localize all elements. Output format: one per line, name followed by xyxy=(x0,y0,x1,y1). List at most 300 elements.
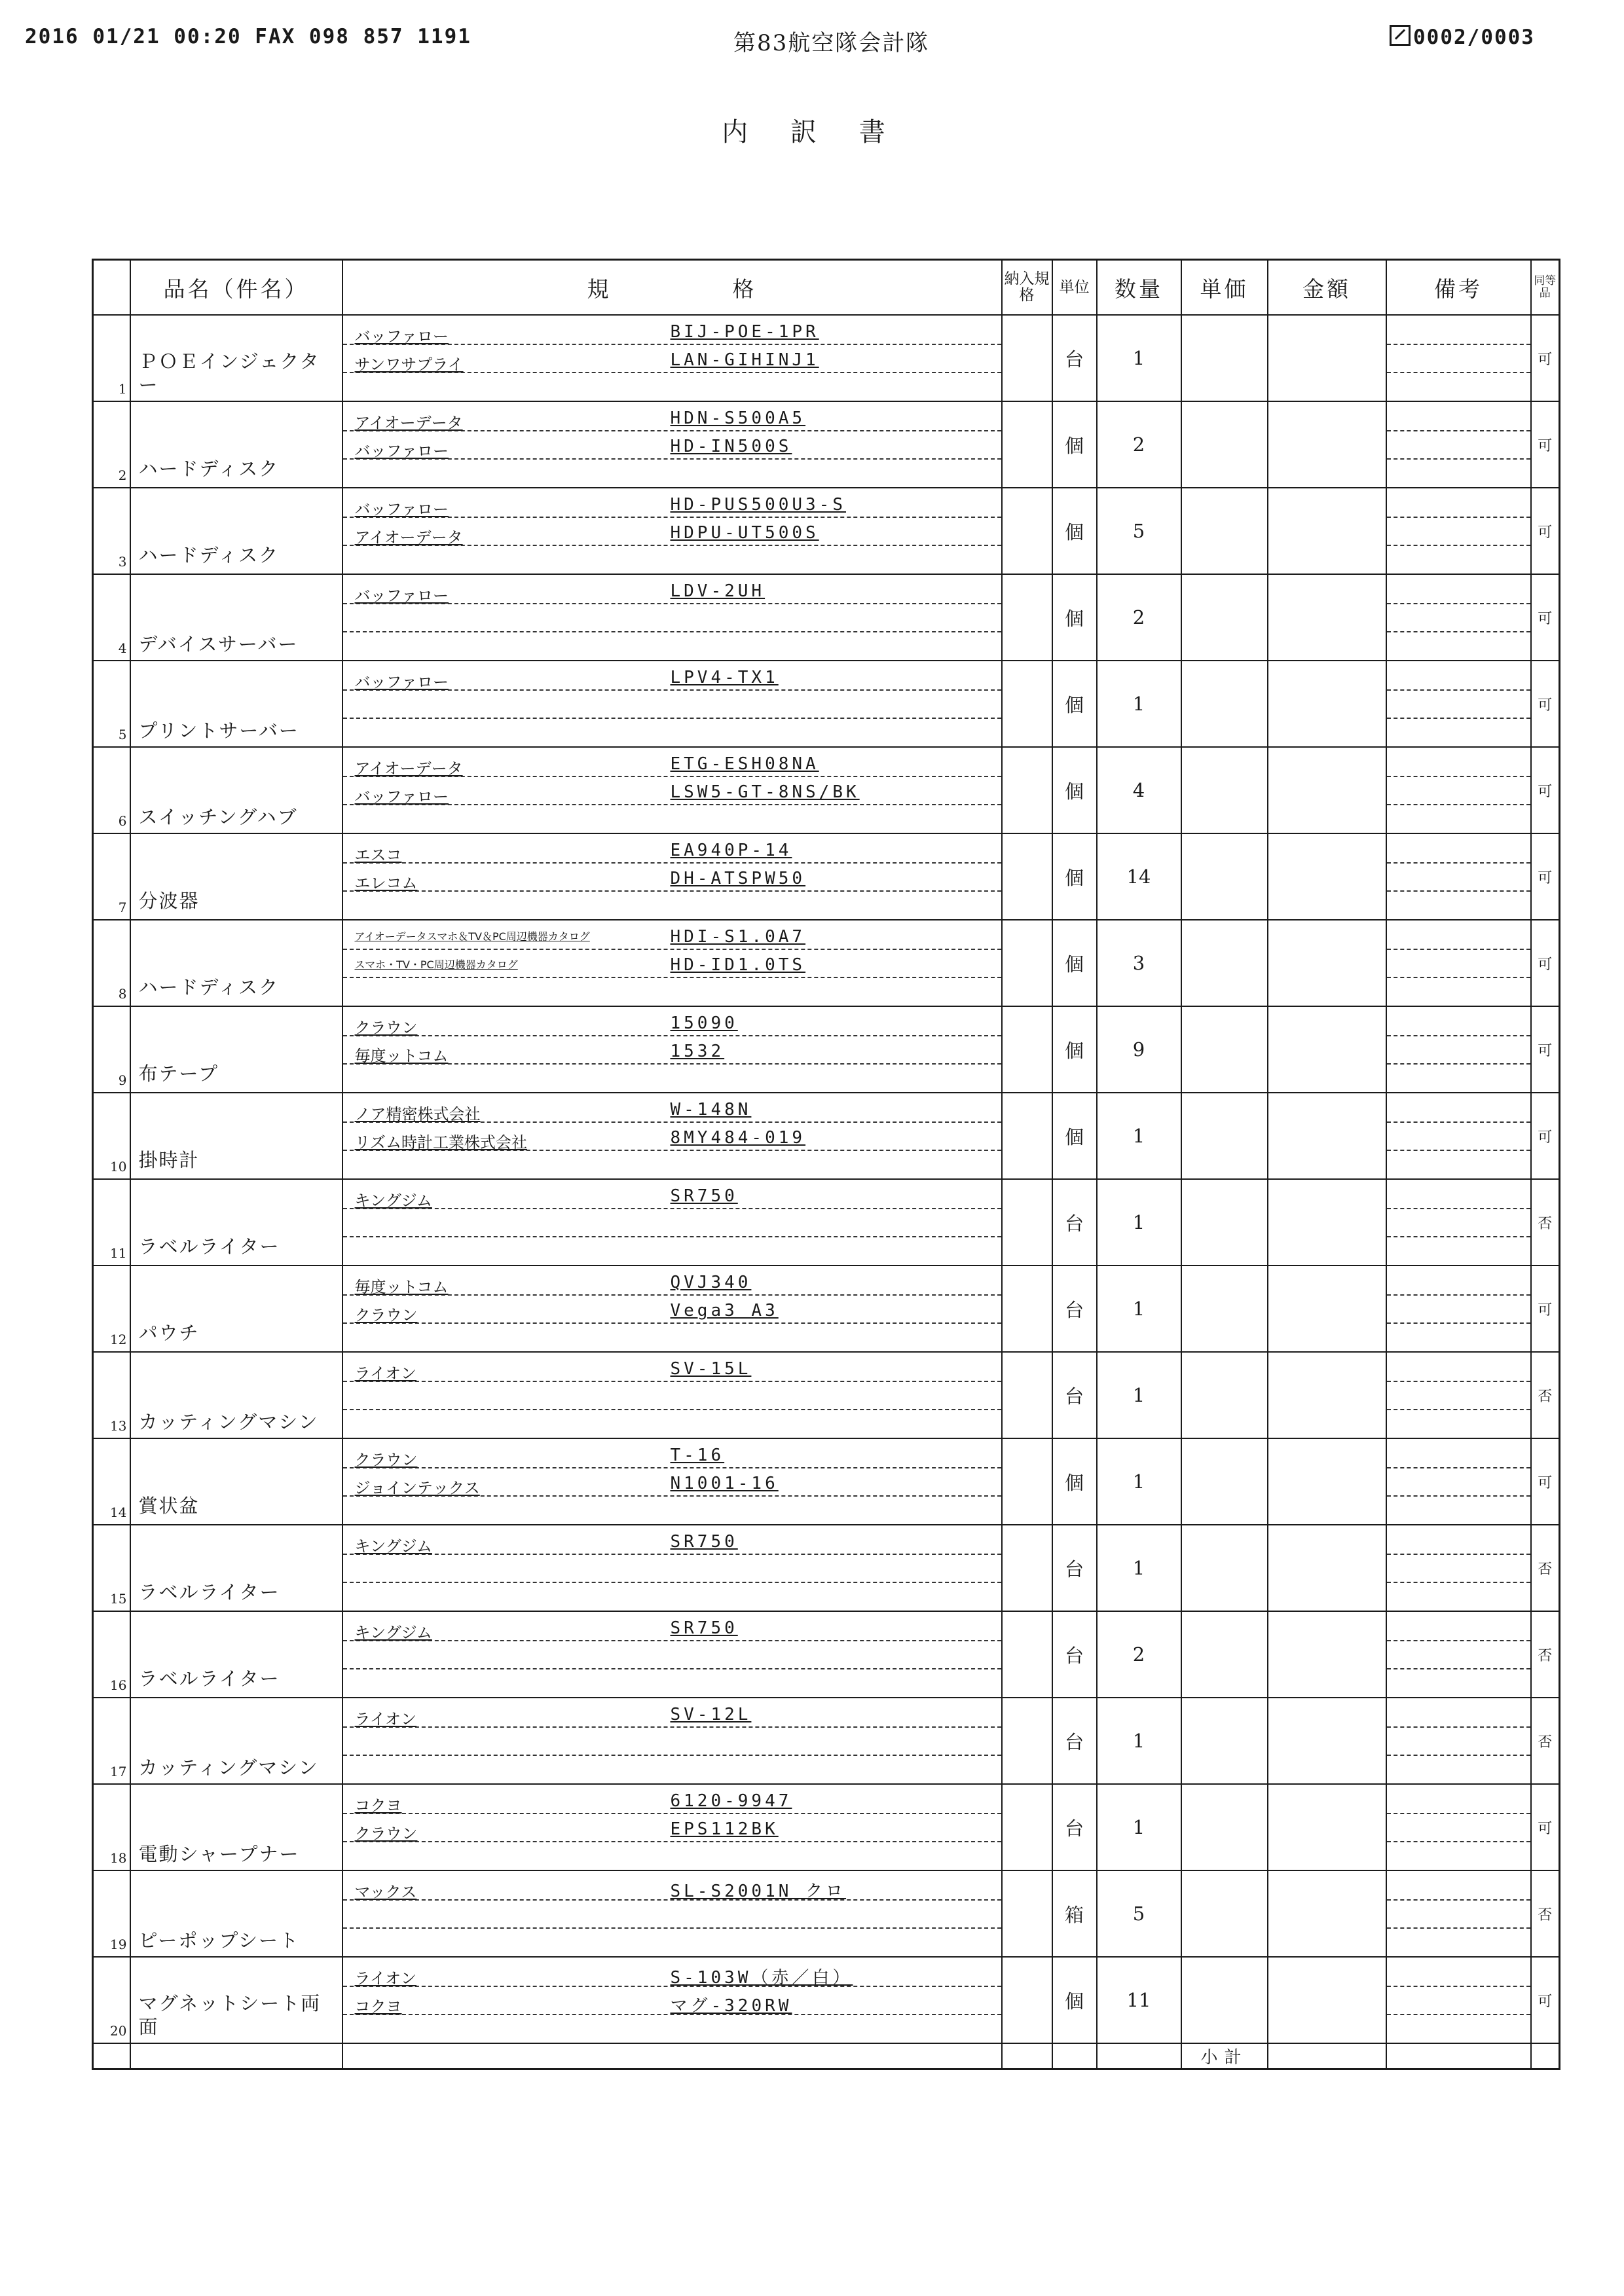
spec-model: HD-PUS500U3-S xyxy=(670,495,846,515)
row-number: 1 xyxy=(118,381,127,397)
footer-cell xyxy=(1002,2043,1052,2069)
table-row xyxy=(93,315,1560,401)
nonyu-cell xyxy=(1002,1870,1052,1957)
row-number-cell xyxy=(93,1179,130,1266)
spec-rule xyxy=(343,1726,1001,1728)
remark-cell xyxy=(1386,661,1531,747)
remark-rule xyxy=(1387,1409,1530,1410)
spec-maker: キングジム xyxy=(354,1192,432,1210)
spec-rule xyxy=(343,977,1001,978)
subtotal-amount xyxy=(1268,2043,1386,2069)
unit-cell: 個 xyxy=(1052,1957,1097,2043)
nonyu-cell xyxy=(1002,1698,1052,1784)
remark-rule xyxy=(1387,430,1530,431)
spec-maker: ジョインテックス xyxy=(354,1479,480,1497)
quantity-cell: 1 xyxy=(1097,1179,1181,1266)
item-name: ＰＯＥインジェクター xyxy=(138,350,320,396)
spec-maker: ライオン xyxy=(354,1969,417,1988)
item-name-cell xyxy=(130,1179,342,1266)
table-row xyxy=(93,661,1560,747)
spec-cell xyxy=(342,1438,1002,1525)
spec-rule xyxy=(343,1813,1001,1814)
row-number-cell xyxy=(93,1266,130,1352)
remark-cell xyxy=(1386,1179,1531,1266)
spec-cell xyxy=(342,661,1002,747)
fax-header xyxy=(0,25,1624,64)
spec-maker: アイオーデータスマホ＆TV＆PC周辺機器カタログ xyxy=(354,930,590,943)
fax-sender: 第83航空隊会計隊 xyxy=(733,30,930,56)
spec-maker: クラウン xyxy=(354,1825,418,1843)
quantity-cell: 5 xyxy=(1097,1870,1181,1957)
amount-cell xyxy=(1268,1525,1386,1611)
spec-cell xyxy=(342,1611,1002,1698)
spec-maker: 毎度ットコム xyxy=(354,1278,449,1296)
spec-cell xyxy=(342,1870,1002,1957)
document-title: 内 訳 書 xyxy=(722,117,902,147)
spec-maker: アイオーデータ xyxy=(354,414,463,432)
unit-cell: 台 xyxy=(1052,1352,1097,1438)
spec-cell xyxy=(342,1352,1002,1438)
footer-cell xyxy=(1386,2043,1531,2069)
header-spec: 規 格 xyxy=(342,260,1002,316)
item-name-cell xyxy=(130,1784,342,1870)
remark-rule xyxy=(1387,862,1530,864)
remark-cell xyxy=(1386,1525,1531,1611)
row-number-cell xyxy=(93,747,130,833)
equivalent-allowed-cell: 可 xyxy=(1531,1438,1560,1525)
fax-page-number: 0002/0003 xyxy=(1413,26,1535,49)
table-row xyxy=(93,1870,1560,1957)
amount-cell xyxy=(1268,315,1386,401)
spec-maker: キングジム xyxy=(354,1537,432,1556)
spec-model: BIJ-POE-1PR xyxy=(670,322,819,342)
quantity-cell: 2 xyxy=(1097,574,1181,661)
remark-rule xyxy=(1387,689,1530,691)
remark-rule xyxy=(1387,1640,1530,1641)
spec-maker: バッファロー xyxy=(354,442,449,460)
footer-cell xyxy=(1097,2043,1181,2069)
unit-cell: 個 xyxy=(1052,833,1097,920)
unit-price-cell xyxy=(1181,920,1268,1006)
row-number: 3 xyxy=(118,554,127,570)
item-name-cell xyxy=(130,1611,342,1698)
table-body xyxy=(93,315,1560,2043)
row-number: 6 xyxy=(118,813,127,829)
item-name: マグネットシート両面 xyxy=(138,1992,322,2038)
row-number-cell xyxy=(93,1525,130,1611)
row-number-cell xyxy=(93,1870,130,1957)
spec-model: HDPU-UT500S xyxy=(670,523,819,543)
header-name: 品名（件名） xyxy=(130,260,342,316)
quantity-cell: 2 xyxy=(1097,401,1181,488)
unit-price-cell xyxy=(1181,1266,1268,1352)
spec-model: LDV-2UH xyxy=(670,581,766,601)
remark-rule xyxy=(1387,517,1530,518)
remark-rule xyxy=(1387,1322,1530,1324)
spec-cell xyxy=(342,488,1002,574)
table-row xyxy=(93,1006,1560,1093)
spec-cell xyxy=(342,574,1002,661)
unit-cell: 台 xyxy=(1052,1611,1097,1698)
spec-maker: ライオン xyxy=(354,1364,417,1383)
unit-price-cell xyxy=(1181,1957,1268,2043)
equivalent-allowed-cell: 否 xyxy=(1531,1870,1560,1957)
remark-rule xyxy=(1387,1035,1530,1036)
table-row xyxy=(93,747,1560,833)
footer-cell xyxy=(1531,2043,1560,2069)
remark-rule xyxy=(1387,631,1530,632)
amount-cell xyxy=(1268,574,1386,661)
amount-cell xyxy=(1268,1957,1386,2043)
item-name-cell xyxy=(130,1352,342,1438)
item-name-cell xyxy=(130,488,342,574)
unit-price-cell xyxy=(1181,747,1268,833)
remark-rule xyxy=(1387,1899,1530,1901)
table-row xyxy=(93,1093,1560,1179)
row-number-cell xyxy=(93,1784,130,1870)
spec-rule xyxy=(343,862,1001,864)
item-name-cell xyxy=(130,1006,342,1093)
spec-maker: クラウン xyxy=(354,1306,418,1324)
row-number: 5 xyxy=(118,727,127,742)
item-name: ラベルライター xyxy=(138,1235,280,1258)
row-number: 20 xyxy=(110,2023,127,2039)
spec-cell xyxy=(342,1698,1002,1784)
row-number-cell xyxy=(93,833,130,920)
row-number-cell xyxy=(93,1957,130,2043)
unit-price-cell xyxy=(1181,1179,1268,1266)
nonyu-cell xyxy=(1002,574,1052,661)
row-number-cell xyxy=(93,1006,130,1093)
row-number: 18 xyxy=(110,1850,127,1866)
remark-cell xyxy=(1386,747,1531,833)
row-number: 8 xyxy=(118,986,127,1002)
unit-cell: 個 xyxy=(1052,574,1097,661)
equivalent-allowed-cell: 可 xyxy=(1531,661,1560,747)
footer-cell xyxy=(130,2043,342,2069)
header-unit: 単位 xyxy=(1052,260,1097,316)
spec-maker: アイオーデータ xyxy=(354,759,463,778)
spec-maker: サンワサプライ xyxy=(354,355,464,374)
row-number-cell xyxy=(93,1438,130,1525)
row-number-cell xyxy=(93,315,130,401)
row-number-cell xyxy=(93,401,130,488)
spec-model: LPV4-TX1 xyxy=(670,668,779,687)
spec-model: ETG-ESH08NA xyxy=(670,754,819,774)
spec-maker: バッファロー xyxy=(354,587,449,605)
nonyu-cell xyxy=(1002,1957,1052,2043)
remark-rule xyxy=(1387,1582,1530,1583)
spec-model: 1532 xyxy=(670,1042,725,1061)
unit-cell: 個 xyxy=(1052,1438,1097,1525)
amount-cell xyxy=(1268,661,1386,747)
item-name-cell xyxy=(130,1525,342,1611)
spec-cell xyxy=(342,1525,1002,1611)
remark-rule xyxy=(1387,1668,1530,1669)
equivalent-allowed-cell: 否 xyxy=(1531,1525,1560,1611)
unit-cell: 個 xyxy=(1052,488,1097,574)
row-number-cell xyxy=(93,1093,130,1179)
remark-rule xyxy=(1387,977,1530,978)
spec-cell xyxy=(342,1006,1002,1093)
spec-rule xyxy=(343,1927,1001,1929)
item-name: ピーポップシート xyxy=(138,1929,300,1952)
unit-cell: 箱 xyxy=(1052,1870,1097,1957)
spec-maker: バッファロー xyxy=(354,673,449,691)
unit-cell: 台 xyxy=(1052,1698,1097,1784)
spec-model: SR750 xyxy=(670,1532,738,1552)
quantity-cell: 1 xyxy=(1097,1266,1181,1352)
unit-cell: 台 xyxy=(1052,1266,1097,1352)
footer-cell xyxy=(1052,2043,1097,2069)
spec-model: SV-15L xyxy=(670,1359,752,1379)
row-number: 17 xyxy=(110,1764,127,1779)
spec-maker: スマホ・TV・PC周辺機器カタログ xyxy=(354,958,518,971)
remark-rule xyxy=(1387,1986,1530,1987)
item-name: ハードディスク xyxy=(138,458,280,480)
item-name: ラベルライター xyxy=(138,1581,280,1603)
unit-price-cell xyxy=(1181,833,1268,920)
equivalent-allowed-cell: 可 xyxy=(1531,401,1560,488)
unit-price-cell xyxy=(1181,488,1268,574)
equivalent-allowed-cell: 可 xyxy=(1531,747,1560,833)
fax-page-counter xyxy=(1390,25,1535,49)
amount-cell xyxy=(1268,1006,1386,1093)
footer-cell xyxy=(342,2043,1002,2069)
amount-cell xyxy=(1268,1870,1386,1957)
header-amount: 金額 xyxy=(1268,260,1386,316)
quantity-cell: 5 xyxy=(1097,488,1181,574)
spec-model: W-148N xyxy=(670,1100,752,1120)
table-row xyxy=(93,833,1560,920)
quantity-cell: 2 xyxy=(1097,1611,1181,1698)
item-name-cell xyxy=(130,833,342,920)
remark-rule xyxy=(1387,1554,1530,1555)
header-price: 単価 xyxy=(1181,260,1268,316)
amount-cell xyxy=(1268,1179,1386,1266)
amount-cell xyxy=(1268,401,1386,488)
nonyu-cell xyxy=(1002,488,1052,574)
item-name: カッティングマシン xyxy=(138,1757,319,1779)
unit-price-cell xyxy=(1181,574,1268,661)
table-header-row xyxy=(93,260,1560,316)
remark-cell xyxy=(1386,315,1531,401)
nonyu-cell xyxy=(1002,401,1052,488)
item-name-cell xyxy=(130,315,342,401)
remark-rule xyxy=(1387,718,1530,719)
remark-cell xyxy=(1386,1870,1531,1957)
item-name-cell xyxy=(130,574,342,661)
spec-maker: バッファロー xyxy=(354,500,449,519)
remark-cell xyxy=(1386,1957,1531,2043)
spec-model: SV-12L xyxy=(670,1705,752,1724)
nonyu-cell xyxy=(1002,1093,1052,1179)
item-name: パウチ xyxy=(138,1322,200,1344)
spec-cell xyxy=(342,833,1002,920)
equivalent-allowed-cell: 否 xyxy=(1531,1698,1560,1784)
row-number: 2 xyxy=(118,467,127,483)
spec-rule xyxy=(343,1640,1001,1641)
nonyu-cell xyxy=(1002,1438,1052,1525)
spec-maker: クラウン xyxy=(354,1019,418,1037)
header-no xyxy=(93,260,130,316)
equivalent-allowed-cell: 可 xyxy=(1531,1784,1560,1870)
remark-cell xyxy=(1386,833,1531,920)
item-name-cell xyxy=(130,1698,342,1784)
amount-cell xyxy=(1268,1698,1386,1784)
row-number-cell xyxy=(93,1611,130,1698)
spec-cell xyxy=(342,1957,1002,2043)
unit-cell: 個 xyxy=(1052,920,1097,1006)
item-name-cell xyxy=(130,920,342,1006)
spec-model: SR750 xyxy=(670,1186,738,1206)
remark-rule xyxy=(1387,545,1530,546)
equivalent-allowed-cell: 可 xyxy=(1531,833,1560,920)
item-name: プリントサーバー xyxy=(138,720,299,742)
unit-cell: 台 xyxy=(1052,1784,1097,1870)
unit-price-cell xyxy=(1181,1093,1268,1179)
table-row xyxy=(93,401,1560,488)
item-name: 電動シャープナー xyxy=(138,1843,300,1865)
equivalent-allowed-cell: 可 xyxy=(1531,315,1560,401)
header-qty: 数量 xyxy=(1097,260,1181,316)
table-row xyxy=(93,1957,1560,2043)
item-name: ラベルライター xyxy=(138,1667,280,1690)
itemized-table xyxy=(92,259,1560,2070)
quantity-cell: 1 xyxy=(1097,1352,1181,1438)
row-number-cell xyxy=(93,920,130,1006)
row-number: 16 xyxy=(110,1677,127,1693)
nonyu-cell xyxy=(1002,1525,1052,1611)
spec-maker: 毎度ットコム xyxy=(354,1047,449,1065)
spec-model: DH-ATSPW50 xyxy=(670,869,806,888)
row-number: 13 xyxy=(110,1418,127,1434)
quantity-cell: 1 xyxy=(1097,1698,1181,1784)
nonyu-cell xyxy=(1002,661,1052,747)
spec-maker: ノア精密株式会社 xyxy=(354,1105,481,1123)
nonyu-cell xyxy=(1002,1179,1052,1266)
spec-cell xyxy=(342,315,1002,401)
quantity-cell: 1 xyxy=(1097,1525,1181,1611)
remark-rule xyxy=(1387,1294,1530,1296)
amount-cell xyxy=(1268,747,1386,833)
spec-rule xyxy=(343,1409,1001,1410)
remark-cell xyxy=(1386,1266,1531,1352)
table-row xyxy=(93,1438,1560,1525)
spec-maker: アイオーデータ xyxy=(354,528,463,547)
remark-rule xyxy=(1387,1755,1530,1756)
spec-cell xyxy=(342,747,1002,833)
row-number-cell xyxy=(93,1352,130,1438)
remark-cell xyxy=(1386,488,1531,574)
spec-cell xyxy=(342,920,1002,1006)
quantity-cell: 1 xyxy=(1097,1784,1181,1870)
item-name: ハードディスク xyxy=(138,976,280,998)
item-name-cell xyxy=(130,1870,342,1957)
spec-model: SL-S2001N クロ xyxy=(670,1882,847,1901)
nonyu-cell xyxy=(1002,1006,1052,1093)
unit-cell: 個 xyxy=(1052,1006,1097,1093)
item-name-cell xyxy=(130,1957,342,2043)
header-same: 同等品 xyxy=(1531,260,1560,316)
spec-model: LSW5-GT-8NS/BK xyxy=(670,782,860,802)
header-remark: 備考 xyxy=(1386,260,1531,316)
item-name-cell xyxy=(130,1438,342,1525)
spec-model: S-103W（赤／白） xyxy=(670,1968,853,1988)
spec-rule xyxy=(343,1381,1001,1382)
item-name: 布テープ xyxy=(138,1063,219,1085)
spec-rule xyxy=(343,1554,1001,1555)
remark-cell xyxy=(1386,1784,1531,1870)
spec-model: マグ-320RW xyxy=(670,1996,792,2016)
quantity-cell: 1 xyxy=(1097,1438,1181,1525)
table-row xyxy=(93,1784,1560,1870)
table-row xyxy=(93,488,1560,574)
table-row xyxy=(93,920,1560,1006)
equivalent-allowed-cell: 可 xyxy=(1531,488,1560,574)
spec-model: SR750 xyxy=(670,1618,738,1638)
row-number: 4 xyxy=(118,640,127,656)
unit-price-cell xyxy=(1181,315,1268,401)
spec-cell xyxy=(342,1784,1002,1870)
spec-rule xyxy=(343,1236,1001,1237)
remark-rule xyxy=(1387,1121,1530,1123)
subtotal-label: 小計 xyxy=(1181,2043,1268,2069)
spec-rule xyxy=(343,1582,1001,1583)
spec-maker: エスコ xyxy=(354,846,402,864)
remark-cell xyxy=(1386,574,1531,661)
unit-price-cell xyxy=(1181,1352,1268,1438)
nonyu-cell xyxy=(1002,1611,1052,1698)
unit-cell: 台 xyxy=(1052,1525,1097,1611)
table-row xyxy=(93,1611,1560,1698)
spec-cell xyxy=(342,1179,1002,1266)
unit-price-cell xyxy=(1181,1784,1268,1870)
unit-price-cell xyxy=(1181,1525,1268,1611)
remark-rule xyxy=(1387,1813,1530,1814)
header-nonyu: 納入規格 xyxy=(1002,260,1052,316)
spec-maker: バッファロー xyxy=(354,327,449,346)
remark-cell xyxy=(1386,1438,1531,1525)
table-row xyxy=(93,1352,1560,1438)
remark-rule xyxy=(1387,1726,1530,1728)
row-number-cell xyxy=(93,574,130,661)
item-name-cell xyxy=(130,1266,342,1352)
remark-cell xyxy=(1386,401,1531,488)
remark-rule xyxy=(1387,804,1530,805)
remark-rule xyxy=(1387,1495,1530,1497)
nonyu-cell xyxy=(1002,1352,1052,1438)
amount-cell xyxy=(1268,1784,1386,1870)
remark-rule xyxy=(1387,1236,1530,1237)
spec-model: T-16 xyxy=(670,1446,725,1465)
remark-rule xyxy=(1387,1063,1530,1065)
row-number-cell xyxy=(93,661,130,747)
amount-cell xyxy=(1268,1611,1386,1698)
nonyu-cell xyxy=(1002,833,1052,920)
spec-rule xyxy=(343,1208,1001,1209)
equivalent-allowed-cell: 否 xyxy=(1531,1352,1560,1438)
equivalent-allowed-cell: 可 xyxy=(1531,1093,1560,1179)
remark-rule xyxy=(1387,458,1530,460)
row-number: 7 xyxy=(118,900,127,915)
remark-rule xyxy=(1387,1927,1530,1929)
unit-cell: 台 xyxy=(1052,315,1097,401)
quantity-cell: 9 xyxy=(1097,1006,1181,1093)
spec-maker: エレコム xyxy=(354,874,418,892)
equivalent-allowed-cell: 否 xyxy=(1531,1179,1560,1266)
row-number: 11 xyxy=(110,1245,127,1261)
